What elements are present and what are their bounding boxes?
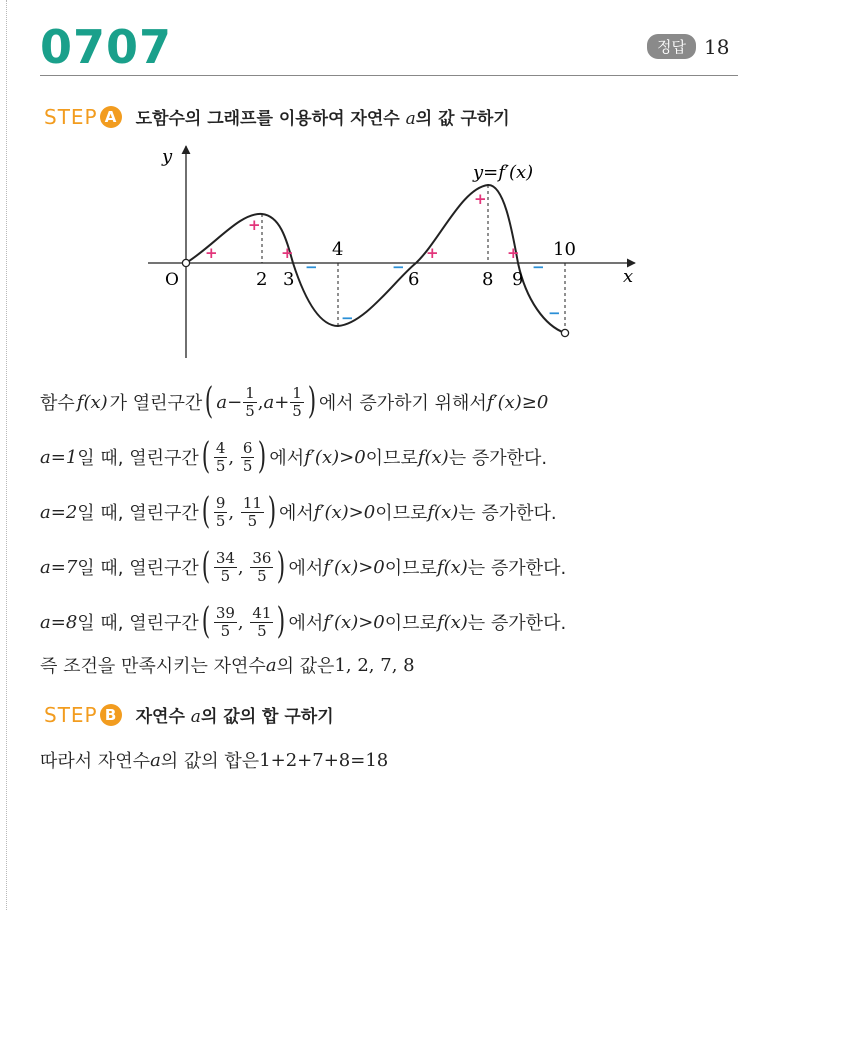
- case-func: f(x): [417, 446, 449, 468]
- left-paren: (: [201, 601, 211, 642]
- fraction-numerator: 39: [215, 603, 235, 622]
- fraction-numerator: 11: [242, 493, 262, 512]
- case-post: 에서: [269, 448, 305, 469]
- fraction: [241, 495, 264, 530]
- conclusion-values: 1, 2, 7, 8: [334, 654, 415, 676]
- case-post: 에서: [288, 613, 324, 634]
- condition-line: [40, 381, 549, 422]
- case-post: 에서: [288, 558, 324, 579]
- step-b-heading: [44, 702, 334, 727]
- case-line: a=2 일 때, 열린구간 ( $\frac{9}{5}$ , $\frac{11}{5}$ ) 에서 f′(x)>0 이므로 f(x) 는 증가한다.: [40, 491, 557, 532]
- fraction-denominator: 5: [247, 511, 258, 530]
- case-func: f(x): [436, 556, 468, 578]
- sign-mark: +: [474, 190, 487, 208]
- fraction-denominator: 5: [242, 456, 253, 475]
- line1-pre: 함수: [40, 393, 75, 414]
- conclusion-line: [40, 652, 415, 678]
- step-a-title-post: 의 값 구하기: [415, 109, 510, 129]
- line1-separator: ,: [257, 391, 264, 413]
- case-mid: 일 때, 열린구간: [77, 613, 199, 634]
- step-a-title-pre: 도함수의 그래프를 이용하여 자연수: [135, 109, 406, 129]
- case-condition: f′(x)>0: [313, 501, 376, 523]
- fraction: [250, 550, 273, 585]
- fraction: [214, 440, 228, 475]
- curve-start-point: [182, 259, 189, 266]
- conclusion-var: a: [265, 654, 277, 676]
- right-paren: ): [267, 491, 277, 532]
- fraction: [214, 605, 237, 640]
- step-b-letter-icon: B: [100, 704, 122, 726]
- case-a-value: a=7: [40, 556, 78, 578]
- case-end: 는 증가한다.: [467, 558, 567, 579]
- line1-condition: f′(x)≥0: [486, 391, 549, 413]
- case-a-value: a=8: [40, 611, 78, 633]
- sign-mark: +: [248, 216, 261, 234]
- step-b-title-post: 의 값의 합 구하기: [200, 707, 334, 727]
- case-func: f(x): [436, 611, 468, 633]
- conclusion-mid: 의 값은: [276, 656, 335, 677]
- line1-post: 에서 증가하기 위해서: [318, 393, 487, 414]
- origin-label: O: [165, 270, 179, 290]
- tick-label-2: 2: [256, 269, 268, 290]
- case-condition: f′(x)>0: [323, 556, 385, 578]
- tick-label-3: 3: [283, 269, 295, 290]
- sign-mark: +: [426, 244, 439, 262]
- tick-label-9: 9: [512, 269, 524, 290]
- step-a-title-var: a: [405, 109, 416, 129]
- derivative-graph: [140, 140, 650, 365]
- line1-func: f(x): [76, 391, 108, 413]
- left-paren: (: [201, 436, 211, 477]
- case-condition: f′(x)>0: [304, 446, 366, 468]
- tick-label-10: 10: [553, 239, 576, 260]
- fraction-numerator: 4: [215, 438, 226, 457]
- case-func: f(x): [427, 501, 459, 523]
- fraction: [214, 550, 237, 585]
- fraction: [290, 385, 304, 420]
- right-paren: ): [307, 381, 317, 422]
- right-paren: ): [277, 601, 286, 642]
- step-a-word: STEP: [44, 104, 98, 129]
- final-var: a: [150, 749, 161, 771]
- x-axis-label: x: [623, 266, 634, 287]
- fraction-denominator: 5: [215, 456, 226, 475]
- sign-mark: −: [532, 258, 545, 276]
- answer-badge: 정답: [647, 34, 696, 59]
- right-paren: ): [277, 546, 286, 587]
- case-condition: f′(x)>0: [323, 611, 385, 633]
- tick-label-6: 6: [408, 269, 420, 290]
- case-post2: 이므로: [384, 613, 437, 634]
- fraction-numerator: 9: [215, 493, 226, 512]
- final-mid: 의 값의 합은: [160, 751, 260, 772]
- step-b-title: [136, 702, 334, 727]
- fraction-denominator: 5: [257, 621, 267, 640]
- left-paren: (: [205, 381, 214, 422]
- case-line: a=7 일 때, 열린구간 ( $\frac{34}{5}$ , $\frac{36}{5}$ ) 에서 f′(x)>0 이므로 f(x) 는 증가한다.: [40, 546, 567, 587]
- answer-value: 18: [703, 34, 730, 59]
- line1-a-minus: a−: [216, 391, 243, 413]
- fraction: [241, 440, 255, 475]
- case-mid: 일 때, 열린구간: [77, 448, 199, 469]
- y-axis-label: y: [162, 146, 173, 167]
- fraction-numerator: 41: [252, 603, 272, 622]
- case-a-value: a=1: [40, 446, 78, 468]
- step-b-title-pre: 자연수: [135, 707, 191, 727]
- fraction: [250, 605, 273, 640]
- case-line: a=1 일 때, 열린구간 ( $\frac{4}{5}$ , $\frac{6}{5}$ ) 에서 f′(x)>0 이므로 f(x) 는 증가한다.: [40, 436, 548, 477]
- step-a-heading: [44, 104, 510, 129]
- fraction-denominator: 5: [215, 511, 226, 530]
- tick-label-8: 8: [482, 269, 494, 290]
- fraction-numerator: 1: [245, 383, 255, 402]
- case-line: a=8 일 때, 열린구간 ( $\frac{39}{5}$ , $\frac{41}{5}$ ) 에서 f′(x)>0 이므로 f(x) 는 증가한다.: [40, 601, 567, 642]
- page-gutter-line: [6, 0, 7, 910]
- step-a-letter-icon: A: [100, 106, 122, 128]
- sign-mark: +: [205, 244, 218, 262]
- fraction-denominator: 5: [257, 566, 267, 585]
- sign-mark: +: [507, 244, 520, 262]
- case-mid: 일 때, 열린구간: [77, 503, 199, 524]
- step-b-title-var: a: [190, 707, 201, 727]
- case-end: 는 증가한다.: [458, 503, 557, 524]
- final-line: [40, 747, 388, 773]
- case-post2: 이므로: [384, 558, 437, 579]
- line1-mid: 가 열린구간: [109, 393, 203, 414]
- line1-a-plus: a+: [263, 391, 290, 413]
- fraction-numerator: 1: [292, 383, 302, 402]
- fraction-denominator: 5: [292, 401, 302, 420]
- case-end: 는 증가한다.: [448, 448, 548, 469]
- fraction-denominator: 5: [220, 621, 231, 640]
- fraction-numerator: 36: [252, 548, 272, 567]
- curve-label: y=f′(x): [473, 162, 534, 183]
- right-paren: ): [258, 436, 267, 477]
- answer-box: [647, 34, 729, 59]
- sign-mark: −: [341, 309, 354, 327]
- left-paren: (: [201, 491, 211, 532]
- left-paren: (: [201, 546, 211, 587]
- fraction-denominator: 5: [245, 401, 255, 420]
- fraction: [243, 385, 257, 420]
- case-post: 에서: [278, 503, 314, 524]
- fraction-denominator: 5: [220, 566, 231, 585]
- problem-number: 0707: [40, 20, 173, 74]
- step-a-title: [136, 104, 510, 129]
- case-mid: 일 때, 열린구간: [77, 558, 199, 579]
- case-post2: 이므로: [375, 503, 428, 524]
- final-expression: 1+2+7+8=18: [259, 749, 389, 771]
- final-pre: 따라서 자연수: [40, 751, 151, 772]
- header-divider: [40, 75, 738, 76]
- curve-end-point: [561, 329, 568, 336]
- conclusion-pre: 즉 조건을 만족시키는 자연수: [40, 656, 266, 677]
- case-end: 는 증가한다.: [467, 613, 567, 634]
- fraction-numerator: 6: [242, 438, 253, 457]
- case-a-value: a=2: [40, 501, 78, 523]
- case-post2: 이므로: [365, 448, 418, 469]
- sign-mark: −: [305, 258, 318, 276]
- fraction: [214, 495, 228, 530]
- step-b-word: STEP: [44, 702, 98, 727]
- fraction-numerator: 34: [215, 548, 235, 567]
- tick-label-4: 4: [332, 239, 344, 260]
- sign-mark: −: [392, 258, 405, 276]
- sign-mark: +: [281, 244, 294, 262]
- sign-mark: −: [548, 304, 561, 322]
